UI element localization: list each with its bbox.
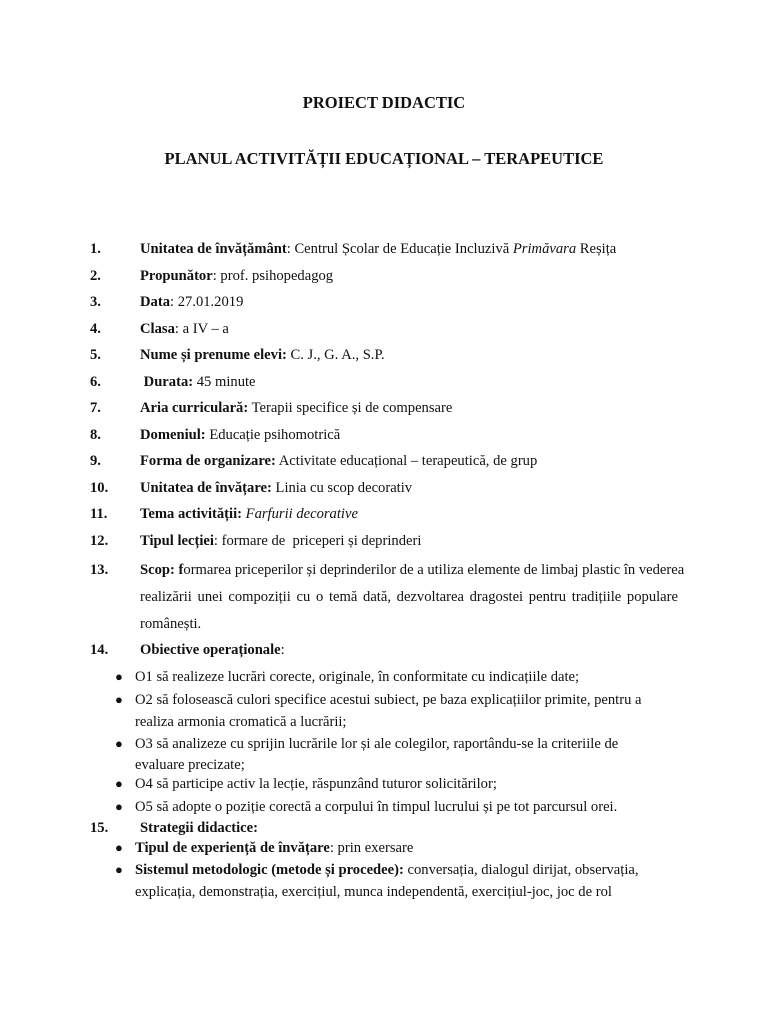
item-value: : Centrul Școlar de Educație Incluzivă — [286, 241, 513, 257]
scope-line-3: românești. — [140, 616, 202, 632]
bullet-icon: ● — [115, 776, 123, 791]
objective-item — [115, 735, 618, 753]
item-label: Data — [140, 294, 170, 310]
bullet-icon: ● — [115, 799, 123, 814]
item-label: Propunător — [140, 268, 213, 284]
item-value: : a IV – a — [174, 321, 229, 337]
item-label: Aria curriculară: — [140, 400, 249, 416]
objectives-heading — [90, 641, 285, 659]
item-number: 10. — [90, 480, 109, 496]
list-item — [90, 240, 616, 258]
item-value-italic: Primăvara — [512, 241, 577, 257]
item-label: Nume și prenume elevi: — [140, 347, 287, 363]
strategy-label: Sistemul metodologic (metode și procedee): — [135, 862, 404, 878]
item-number: 15. — [90, 820, 109, 836]
item-label: Unitatea de învățare: — [140, 480, 272, 496]
bullet-icon: ● — [115, 669, 123, 684]
objective-text: O5 să adopte o poziție corectă a corpului în timpul lucrului și pe tot parcursul orei. — [135, 799, 618, 815]
item-label: Tipul lecției — [140, 533, 214, 549]
objective-item — [115, 775, 497, 793]
list-item — [90, 346, 385, 364]
list-item — [90, 373, 256, 391]
bullet-icon: ● — [115, 862, 123, 877]
item-number: 7. — [90, 400, 101, 416]
item-value-after: Reșița — [576, 241, 617, 257]
scope-label: Scop: f — [140, 562, 184, 578]
item-number: 14. — [90, 642, 109, 658]
list-item — [90, 505, 358, 523]
item-number: 9. — [90, 453, 101, 469]
item-number: 6. — [90, 374, 101, 390]
item-value: C. J., G. A., S.P. — [286, 347, 385, 363]
strategies-heading — [90, 819, 258, 837]
objectives-colon: : — [280, 642, 285, 658]
item-number: 5. — [90, 347, 101, 363]
scope-item — [90, 561, 684, 579]
strategy-item — [115, 861, 639, 879]
item-value: Educație psihomotrică — [205, 427, 341, 443]
item-value: : formare de priceperi și deprinderi — [213, 533, 422, 549]
item-number: 12. — [90, 533, 109, 549]
item-number: 8. — [90, 427, 101, 443]
scope-line-1: ormarea priceperilor și deprinderilor de a utiliza elemente de limbaj plastic în vederea — [183, 562, 685, 578]
item-number: 4. — [90, 321, 101, 337]
objective-text: O1 să realizeze lucrări corecte, originale, în conformitate cu indicațiile date; — [135, 669, 580, 685]
objectives-label: Obiective operaționale — [140, 642, 281, 658]
item-value-italic: Farfurii decorative — [242, 506, 358, 522]
bullet-icon: ● — [115, 736, 123, 751]
objective-text-cont: realiza armonia cromatică a lucrării; — [135, 714, 347, 730]
bullet-icon: ● — [115, 692, 123, 707]
item-number: 3. — [90, 294, 101, 310]
page-title: PROIECT DIDACTIC — [302, 93, 466, 112]
item-label: Forma de organizare: — [140, 453, 276, 469]
list-item — [90, 452, 537, 470]
item-value: Terapii specifice și de compensare — [248, 400, 453, 416]
item-value: : prof. psihopedagog — [212, 268, 334, 284]
item-number: 1. — [90, 241, 101, 257]
item-value: 45 minute — [193, 374, 256, 390]
item-label: Tema activității: — [140, 506, 242, 522]
objective-item — [115, 691, 642, 709]
list-item — [90, 479, 412, 497]
list-item — [90, 267, 333, 285]
list-item — [90, 532, 421, 550]
strategy-value: conversația, dialogul dirijat, observația, — [403, 862, 639, 878]
objective-text-cont: evaluare precizate; — [135, 757, 245, 773]
item-label: Domeniul: — [140, 427, 206, 443]
item-number: 2. — [90, 268, 101, 284]
item-number: 11. — [90, 506, 108, 522]
list-item — [90, 426, 340, 444]
list-item — [90, 399, 452, 417]
item-value: Activitate educațional – terapeutică, de grup — [275, 453, 538, 469]
objective-item — [115, 798, 617, 816]
item-label: Durata: — [140, 374, 194, 390]
item-value: Linia cu scop decorativ — [271, 480, 413, 496]
strategy-label: Tipul de experiență de învățare — [135, 840, 330, 856]
strategy-item — [115, 839, 413, 857]
scope-line-2: realizării unei compoziții cu o temă dată, dezvoltarea dragostei pentru tradițiile populare — [140, 589, 678, 605]
strategies-label: Strategii didactice: — [140, 820, 258, 836]
item-value: : 27.01.2019 — [170, 294, 244, 310]
objective-text: O3 să analizeze cu sprijin lucrările lor și ale colegilor, raportându-se la criteriile de — [135, 736, 619, 752]
bullet-icon: ● — [115, 840, 123, 855]
strategy-value-cont: explicația, demonstrația, exercițiul, munca independentă, exercițiul-joc, joc de rol — [135, 884, 612, 900]
list-item — [90, 320, 229, 338]
item-label: Unitatea de învățământ — [140, 241, 287, 257]
item-number: 13. — [90, 562, 109, 578]
strategy-value: : prin exersare — [329, 840, 414, 856]
objective-text: O4 să participe activ la lecție, răspunzând tuturor solicitărilor; — [135, 776, 497, 792]
item-label: Clasa — [140, 321, 175, 337]
objective-item — [115, 668, 579, 686]
objective-text: O2 să folosească culori specifice acestui subiect, pe baza explicațiilor primite, pentru a — [135, 692, 642, 708]
page-subtitle: PLANUL ACTIVITĂȚII EDUCAȚIONAL – TERAPEUTICE — [164, 149, 604, 168]
list-item — [90, 293, 243, 311]
